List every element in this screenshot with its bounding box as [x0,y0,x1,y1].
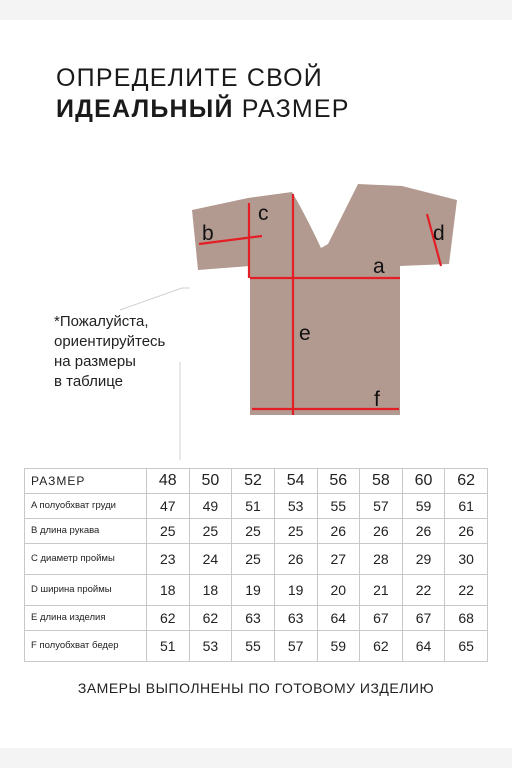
table-cell: 25 [232,544,275,575]
table-cell: 62 [147,606,190,631]
table-cell: 59 [317,631,360,662]
size-col-header: 58 [360,469,403,494]
table-cell: 18 [147,575,190,606]
table-cell: 25 [189,519,232,544]
table-cell: 67 [360,606,403,631]
label-b: b [202,222,214,245]
table-cell: 53 [274,494,317,519]
row-label: B длина рукава [25,519,147,544]
table-cell: 55 [317,494,360,519]
size-col-header: 50 [189,469,232,494]
table-row [25,631,488,662]
table-cell: 22 [445,575,488,606]
table-row [25,494,488,519]
table-cell: 68 [445,606,488,631]
table-cell: 53 [189,631,232,662]
label-d: d [433,222,445,245]
table-cell: 24 [189,544,232,575]
row-label: A полуобхват груди [25,494,147,519]
table-cell: 25 [232,519,275,544]
size-table [24,468,488,662]
table-cell: 57 [360,494,403,519]
table-cell: 19 [232,575,275,606]
table-cell: 30 [445,544,488,575]
table-cell: 22 [402,575,445,606]
size-col-header: 52 [232,469,275,494]
row-label: E длина изделия [25,606,147,631]
note-leader-line [120,288,190,310]
size-col-header: 56 [317,469,360,494]
size-header-label: РАЗМЕР [25,469,147,494]
table-cell: 26 [445,519,488,544]
table-cell: 26 [274,544,317,575]
table-cell: 19 [274,575,317,606]
table-cell: 28 [360,544,403,575]
table-cell: 63 [274,606,317,631]
table-cell: 25 [274,519,317,544]
table-cell: 26 [360,519,403,544]
label-f: f [374,388,380,411]
table-row [25,606,488,631]
page-title-rest: РАЗМЕР [233,95,350,123]
table-cell: 62 [360,631,403,662]
table-cell: 51 [147,631,190,662]
table-cell: 51 [232,494,275,519]
row-label: D ширина проймы [25,575,147,606]
row-label: F полуобхват бедер [25,631,147,662]
row-label: C диаметр проймы [25,544,147,575]
table-cell: 20 [317,575,360,606]
table-cell: 59 [402,494,445,519]
page-title-line1: ОПРЕДЕЛИТЕ СВОЙ [56,64,323,92]
table-cell: 62 [189,606,232,631]
label-e: e [299,322,311,345]
table-cell: 63 [232,606,275,631]
table-row [25,519,488,544]
table-row [25,544,488,575]
tshirt-diagram [0,20,512,480]
table-cell: 57 [274,631,317,662]
measurement-note: *Пожалуйста, ориентируйтесь на размеры в таблице [54,313,166,390]
table-cell: 67 [402,606,445,631]
table-row [25,575,488,606]
footer-note: ЗАМЕРЫ ВЫПОЛНЕНЫ ПО ГОТОВОМУ ИЗДЕЛИЮ [77,680,435,696]
table-cell: 27 [317,544,360,575]
label-c: c [258,202,269,225]
size-header-row [25,469,488,494]
table-cell: 47 [147,494,190,519]
table-cell: 64 [317,606,360,631]
label-a: a [373,255,385,278]
table-cell: 65 [445,631,488,662]
table-cell: 21 [360,575,403,606]
table-cell: 49 [189,494,232,519]
size-col-header: 48 [147,469,190,494]
size-col-header: 60 [402,469,445,494]
table-cell: 26 [402,519,445,544]
table-cell: 23 [147,544,190,575]
table-cell: 64 [402,631,445,662]
table-cell: 29 [402,544,445,575]
table-cell: 55 [232,631,275,662]
table-cell: 61 [445,494,488,519]
size-col-header: 54 [274,469,317,494]
table-cell: 25 [147,519,190,544]
table-cell: 18 [189,575,232,606]
size-col-header: 62 [445,469,488,494]
table-cell: 26 [317,519,360,544]
size-guide-page [0,20,512,748]
page-title-bold: ИДЕАЛЬНЫЙ [56,95,234,123]
